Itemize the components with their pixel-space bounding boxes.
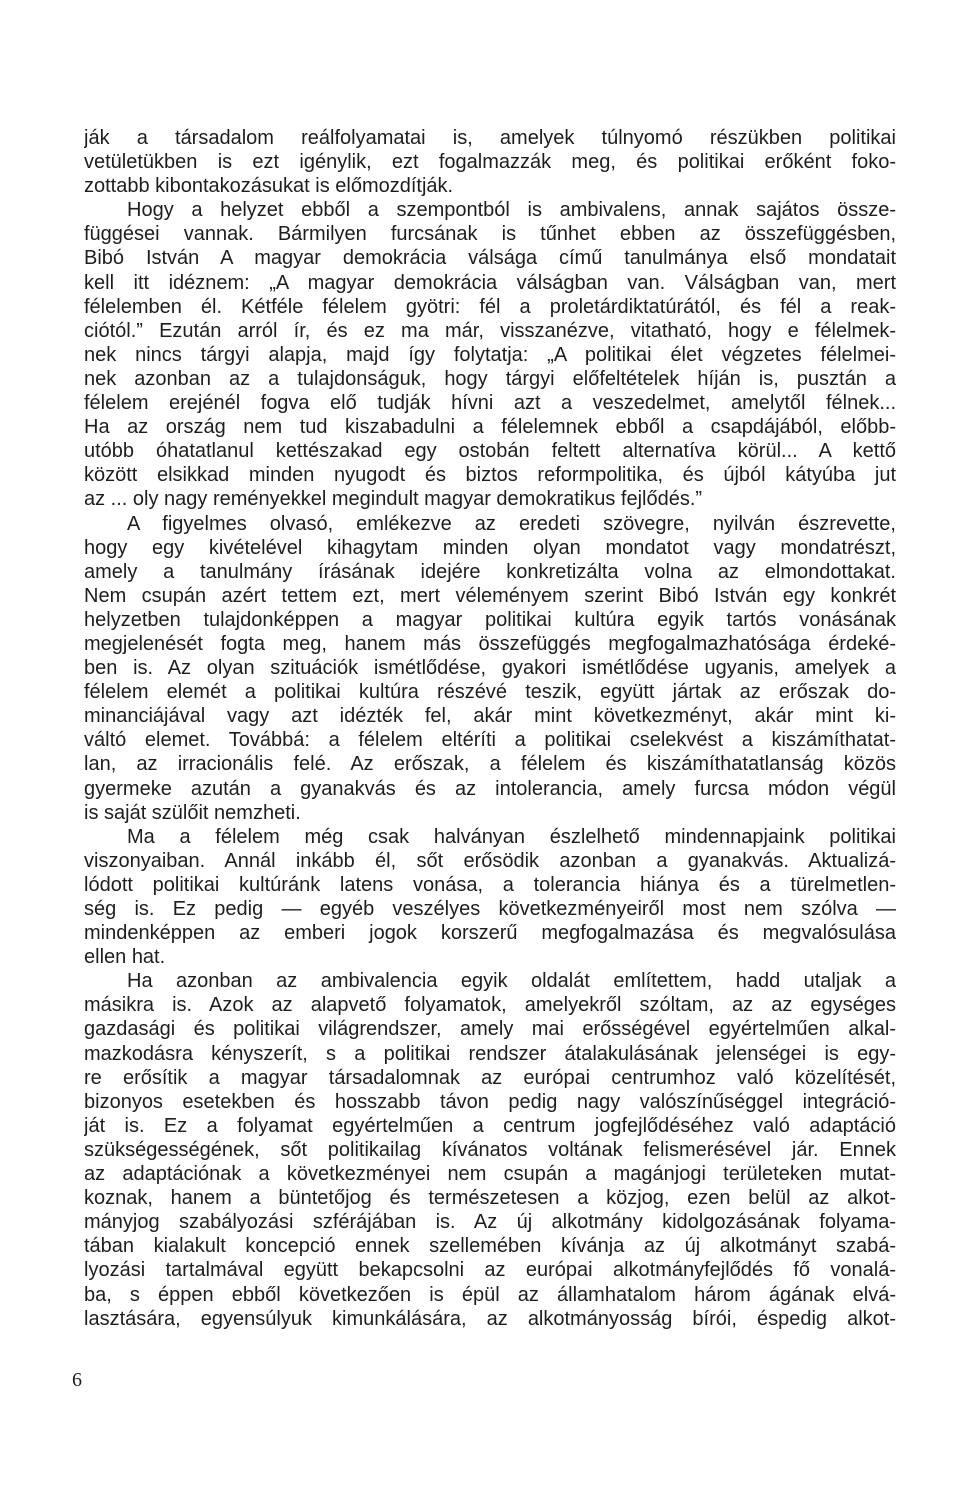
text-line: ség is. Ez pedig — egyéb veszélyes következményeiről most nem szólva — — [84, 898, 896, 920]
text-line: kell itt idéznem: „A magyar demokrácia válságban van. Válságban van, mert — [84, 271, 896, 294]
text-line: hogy egy kivételével kihagytam minden olyan mondatot vagy mondatrészt, — [84, 536, 896, 559]
text-line: másikra is. Azok az alapvető folyamatok, amelyekről szóltam, az az egységes — [84, 994, 896, 1017]
text-line: gyermeke azután a gyanakvás és az intolerancia, amely furcsa módon végül — [84, 777, 896, 800]
text-line: ják a társadalom reálfolyamatai is, amelyek túlnyomó részükben politikai — [84, 127, 896, 149]
text-line: ciótól.” Ezután arról ír, és ez ma már, visszanézve, vitatható, hogy e félelmek- — [84, 319, 896, 342]
text-line: Bibó István A magyar demokrácia válsága című tanulmánya első mondatait — [84, 247, 896, 270]
text-line: re erősítik a magyar társadalomnak az európai centrumhoz való közelítését, — [84, 1066, 896, 1089]
text-line: mazkodásra kényszerít, s a politikai rendszer átalakulásának jelenségei is egy- — [84, 1042, 896, 1065]
text-line: lyozási tartalmával együtt bekapcsolni az európai alkotmányfejlődés fő vonalá- — [84, 1259, 896, 1282]
text-line: az ... oly nagy reményekkel megindult magyar demokratikus fejlődés.” — [84, 488, 703, 511]
text-line: félelemben él. Kétféle félelem gyötri: fél a proletárdiktatúrától, és fél a reak- — [84, 295, 896, 318]
text-line: Ha azonban az ambivalencia egyik oldalát említettem, hadd utaljak a — [127, 970, 896, 993]
text-line: lódott politikai kultúránk latens vonása, a tolerancia hiánya és a türelmetlen- — [84, 873, 896, 896]
text-line: ben is. Az olyan szituációk ismétlődése, gyakori ismétlődése ugyanis, amelyek a — [84, 657, 896, 680]
text-line: gazdasági és politikai világrendszer, amely mai erősségével egyértelműen alkal- — [84, 1018, 896, 1041]
text-line: között elsikkad minden nyugodt és biztos reformpolitika, és újból kátyúba jut — [84, 464, 896, 487]
text-line: váltó elemet. Továbbá: a félelem eltéríti a politikai cselekvést a kiszámíthatat- — [84, 729, 896, 752]
text-line: mányjog szabályozási szférájában is. Az új alkotmány kidolgozásának folyama- — [84, 1211, 896, 1234]
page-number: 6 — [72, 1369, 82, 1391]
text-line: helyzetben tulajdonképpen a magyar politikai kultúra egyik tartós vonásának — [84, 608, 896, 631]
text-line: viszonyaiban. Annál inkább él, sőt erősödik azonban a gyanakvás. Aktualizá- — [84, 849, 896, 872]
text-line: Hogy a helyzet ebből a szempontból is ambivalens, annak sajátos össze- — [127, 199, 896, 222]
text-line: az adaptációnak a következményei nem csupán a magánjogi területeken mutat- — [84, 1163, 896, 1186]
text-line: függései vannak. Bármilyen furcsának is tűnhet ebben az összefüggésben, — [84, 223, 896, 246]
text-line: nek nincs tárgyi alapja, majd így folytatja: „A politikai élet végzetes félelmei- — [84, 343, 896, 366]
body-text — [84, 126, 896, 1331]
text-line: mindenképpen az emberi jogok korszerű megfogalmazása és megvalósulása — [84, 922, 896, 945]
text-line: koznak, hanem a büntetőjog és természetesen a közjog, ezen belül az alkot- — [84, 1187, 896, 1210]
text-line: ba, s éppen ebből következően is épül az államhatalom három ágának elvá- — [84, 1283, 896, 1306]
text-line: szükségességének, sőt politikailag kívánatos voltának felismerésével jár. Ennek — [84, 1138, 896, 1161]
text-line: Ha az ország nem tud kiszabadulni a félelemnek ebből a csapdájából, előbb- — [84, 416, 896, 439]
text-line: félelem elemét a politikai kultúra részévé teszik, együtt jártak az erőszak do- — [84, 681, 896, 704]
text-line: Ma a félelem még csak halványan észlelhető mindennapjaink politikai — [127, 825, 896, 848]
text-line: ellen hat. — [84, 946, 166, 969]
text-line: bizonyos esetekben és hosszabb távon pedig nagy valószínűséggel integráció- — [84, 1090, 896, 1113]
text-line: Nem csupán azért tettem ezt, mert véleményem szerint Bibó István egy konkrét — [84, 584, 896, 607]
text-line: is saját szülőit nemzheti. — [84, 801, 301, 824]
text-line: amely a tanulmány írásának idejére konkretizálta volna az elmondottakat. — [84, 560, 896, 583]
text-line: vetületükben is ezt igénylik, ezt fogalmazzák meg, és politikai erőként foko- — [84, 151, 896, 174]
text-line: utóbb óhatatlanul kettészakad egy ostobán feltett alternatíva körül... A kettő — [84, 440, 896, 463]
text-line: zottabb kibontakozásukat is előmozdítják. — [84, 175, 454, 198]
text-line: nek azonban az a tulajdonságuk, hogy tárgyi előfeltételek híján is, pusztán a — [84, 367, 896, 390]
text-line: félelem erejénél fogva elő tudják hívni azt a veszedelmet, amelytől félnek... — [84, 392, 896, 415]
text-line: tában kialakult koncepció ennek szellemében kívánja az új alkotmányt szabá- — [84, 1235, 896, 1258]
text-line: megjelenését fogta meg, hanem más összefüggés megfogalmazhatósága érdeké- — [84, 632, 896, 655]
text-line: A figyelmes olvasó, emlékezve az eredeti szövegre, nyilván észrevette, — [127, 512, 896, 535]
text-line: minanciájával vagy azt idézték fel, akár mint következményt, akár mint ki- — [84, 705, 896, 728]
text-line: lan, az irracionális felé. Az erőszak, a félelem és kiszámíthatatlanság közös — [84, 753, 896, 776]
text-line: lasztására, egyensúlyuk kimunkálására, az alkotmányosság bírói, éspedig alkot- — [84, 1307, 896, 1330]
text-line: ját is. Ez a folyamat egyértelműen a centrum jogfejlődéséhez való adaptáció — [84, 1114, 896, 1137]
